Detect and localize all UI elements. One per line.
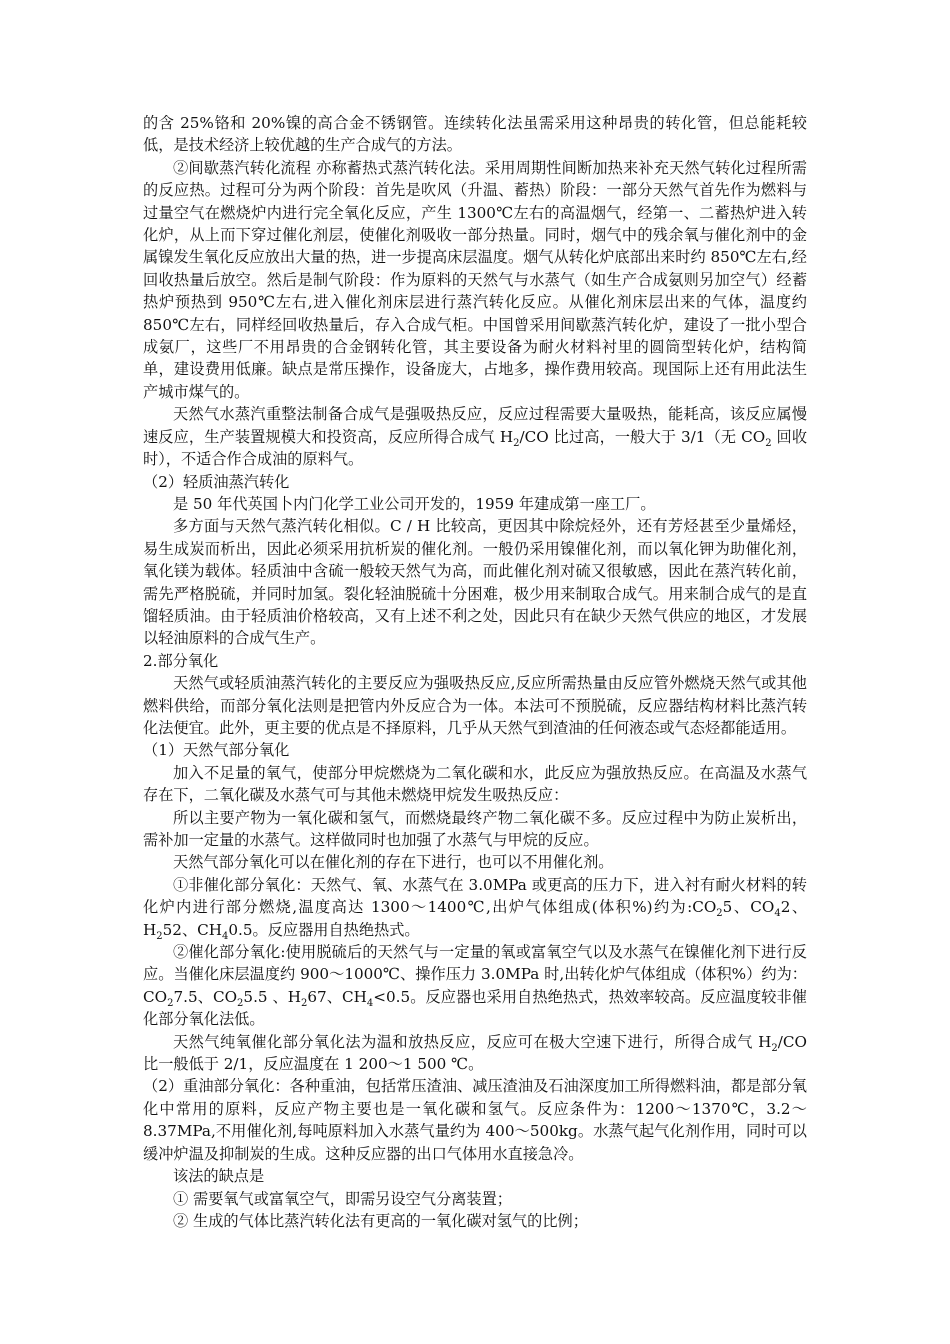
paragraph-partial-oxidation-intro: 天然气或轻质油蒸汽转化的主要反应为强吸热反应,反应所需热量由反应管外燃烧天然气或其他燃料供给，而部分氧化法则是把管内外反应合为一体。本法可不预脱硫，反应器结构材料比蒸汽转化法便宜。此外，更主要的优点是不择原料，几乎从天然气到渣油的任何液态或气态烃都能适用。 bbox=[143, 674, 807, 737]
document-page bbox=[143, 112, 807, 1232]
list-item-disadvantage-1: ① 需要氧气或富氧空气，即需另设空气分离装置； bbox=[173, 1189, 512, 1208]
heading-partial-oxidation: 2.部分氧化 bbox=[143, 651, 219, 670]
heading-natural-gas-partial-oxidation: （1）天然气部分氧化 bbox=[143, 741, 290, 760]
list-item-disadvantage-2: ② 生成的气体比蒸汽转化法有更高的一氧化碳对氢气的比例； bbox=[173, 1211, 588, 1230]
paragraph-oxygen-insufficient: 加入不足量的氧气，使部分甲烷燃烧为二氧化碳和水，此反应为强放热反应。在高温及水蒸气存在下，二氧化碳及水蒸气可与其他未燃烧甲烷发生吸热反应： bbox=[143, 763, 807, 805]
paragraph-disadvantages-intro: 该法的缺点是 bbox=[173, 1167, 265, 1186]
paragraph-pure-oxygen-catalytic: 天然气纯氧催化部分氧化法为温和放热反应，反应可在极大空速下进行，所得合成气 $H_2/CO$ 比一般低于 2/1，反应温度在 1 200～1 500 ℃。 bbox=[143, 1032, 807, 1074]
paragraph-intermittent-steam-reforming: ②间歇蒸汽转化流程 亦称蓄热式蒸汽转化法。采用周期性间断加热来补充天然气转化过程所需的反应热。过程可分为两个阶段：首先是吹风（升温、蓄热）阶段：一部分天然气首先作为燃料与过量空气在燃烧炉内进行完全氧化反应，产生 1300℃左右的高温烟气，经第一、二蓄热炉进入转化炉，从上而下穿过催化剂层，使催化剂吸收一部分热量。同时，烟气中的残余氧与催化剂中的金属镍发生氧化反应放出大量的热，进一步提高床层温度。烟气从转化炉底部出来时约 850℃左右,经回收热量后放空。然后是制气阶段：作为原料的天然气与水蒸气（如生产合成氨则另加空气）经蓄热炉预热到 950℃左右,进入催化剂床层进行蒸汽转化反应。从催化剂床层出来的气体，温度约 850℃左右，同样经回收热量后，存入合成气柜。中国曾采用间歇蒸汽转化炉，建设了一批小型合成氨厂，这些厂不用昂贵的合金钢转化管，其主要设备为耐火材料衬里的圆筒型转化炉，结构简单，建设费用低廉。缺点是常压操作，设备庞大，占地多，操作费用较高。现国际上还有用此法生产城市煤气的。 bbox=[143, 158, 807, 401]
paragraph-light-oil-history: 是 50 年代英国卜内门化学工业公司开发的，1959 年建成第一座工厂。 bbox=[173, 494, 656, 513]
heading-light-oil-steam-reforming: （2）轻质油蒸汽转化 bbox=[143, 472, 290, 491]
paragraph-continuation: 的含 25%铬和 20%镍的高合金不锈钢管。连续转化法虽需采用这种昂贵的转化管，但总能耗较低，是技术经济上较优越的生产合成气的方法。 bbox=[143, 114, 807, 155]
paragraph-non-catalytic: ①非催化部分氧化：天然气、氧、水蒸气在 3.0MPa 或更高的压力下，进入衬有耐火材料的转化炉内进行部分燃烧,温度高达 1300～1400℃,出炉气体组成(体积%)约为$:CO_25$、$CO_42$、$H_252$、$CH_40.5$。反应器用自热绝热式。 bbox=[143, 875, 808, 942]
paragraph-main-products: 所以主要产物为一氧化碳和氢气，而燃烧最终产物二氧化碳不多。反应过程中为防止炭析出，需补加一定量的水蒸气。这样做同时也加强了水蒸气与甲烷的反应。 bbox=[143, 808, 807, 849]
heading-heavy-oil-partial-oxidation: （2）重油部分氧化：各种重油，包括常压渣油、减压渣油及石油深度加工所得燃料油，都是部分氧化中常用的原料，反应产物主要也是一氧化碳和氢气。反应条件为：1200～1370℃，3.2～8.37MPa,不用催化剂,每吨原料加入水蒸气量约为 400～500kg。水蒸气起气化剂作用，同时可以缓冲炉温及抑制炭的生成。这种反应器的出口气体用水直接急冷。 bbox=[143, 1077, 807, 1163]
paragraph-catalyst-optional: 天然气部分氧化可以在催化剂的存在下进行，也可以不用催化剂。 bbox=[173, 853, 614, 872]
paragraph-catalytic: ②催化部分氧化:使用脱硫后的天然气与一定量的氧或富氧空气以及水蒸气在镍催化剂下进行反应。当催化床层温度约 900～1000℃、操作压力 3.0MPa 时,出转化炉气体组成（体积%）约为： $CO_27.5$、$CO_25.5$ 、$H_267$、$CH_4<0.5$。反应器也采用自热绝热式，热效率较高。反应温度较非催化部分氧化法低。 bbox=[143, 943, 807, 1029]
paragraph-light-oil-details: 多方面与天然气蒸汽转化相似。C / H 比较高，更因其中除烷烃外，还有芳烃甚至少量烯烃，易生成炭而析出，因此必须采用抗析炭的催化剂。一般仍采用镍催化剂，而以氧化钾为助催化剂，氧化镁为载体。轻质油中含硫一般较天然气为高，而此催化剂对硫又很敏感，因此在蒸汽转化前，需先严格脱硫，并同时加氢。裂化轻油脱硫十分困难，极少用来制取合成气。用来制合成气的是直馏轻质油。由于轻质油价格较高，又有上述不利之处，因此只有在缺少天然气供应的地区，才发展以轻油原料的合成气生产。 bbox=[143, 517, 807, 648]
paragraph-natural-gas-reforming-summary: 天然气水蒸汽重整法制备合成气是强吸热反应，反应过程需要大量吸热，能耗高，该反应属慢速反应，生产装置规模大和投资高，反应所得合成气 $H_2/CO$ 比过高，一般大于 3/1（无 $CO_2$ 回收时），不适合作合成油的原料气。 bbox=[143, 405, 808, 469]
